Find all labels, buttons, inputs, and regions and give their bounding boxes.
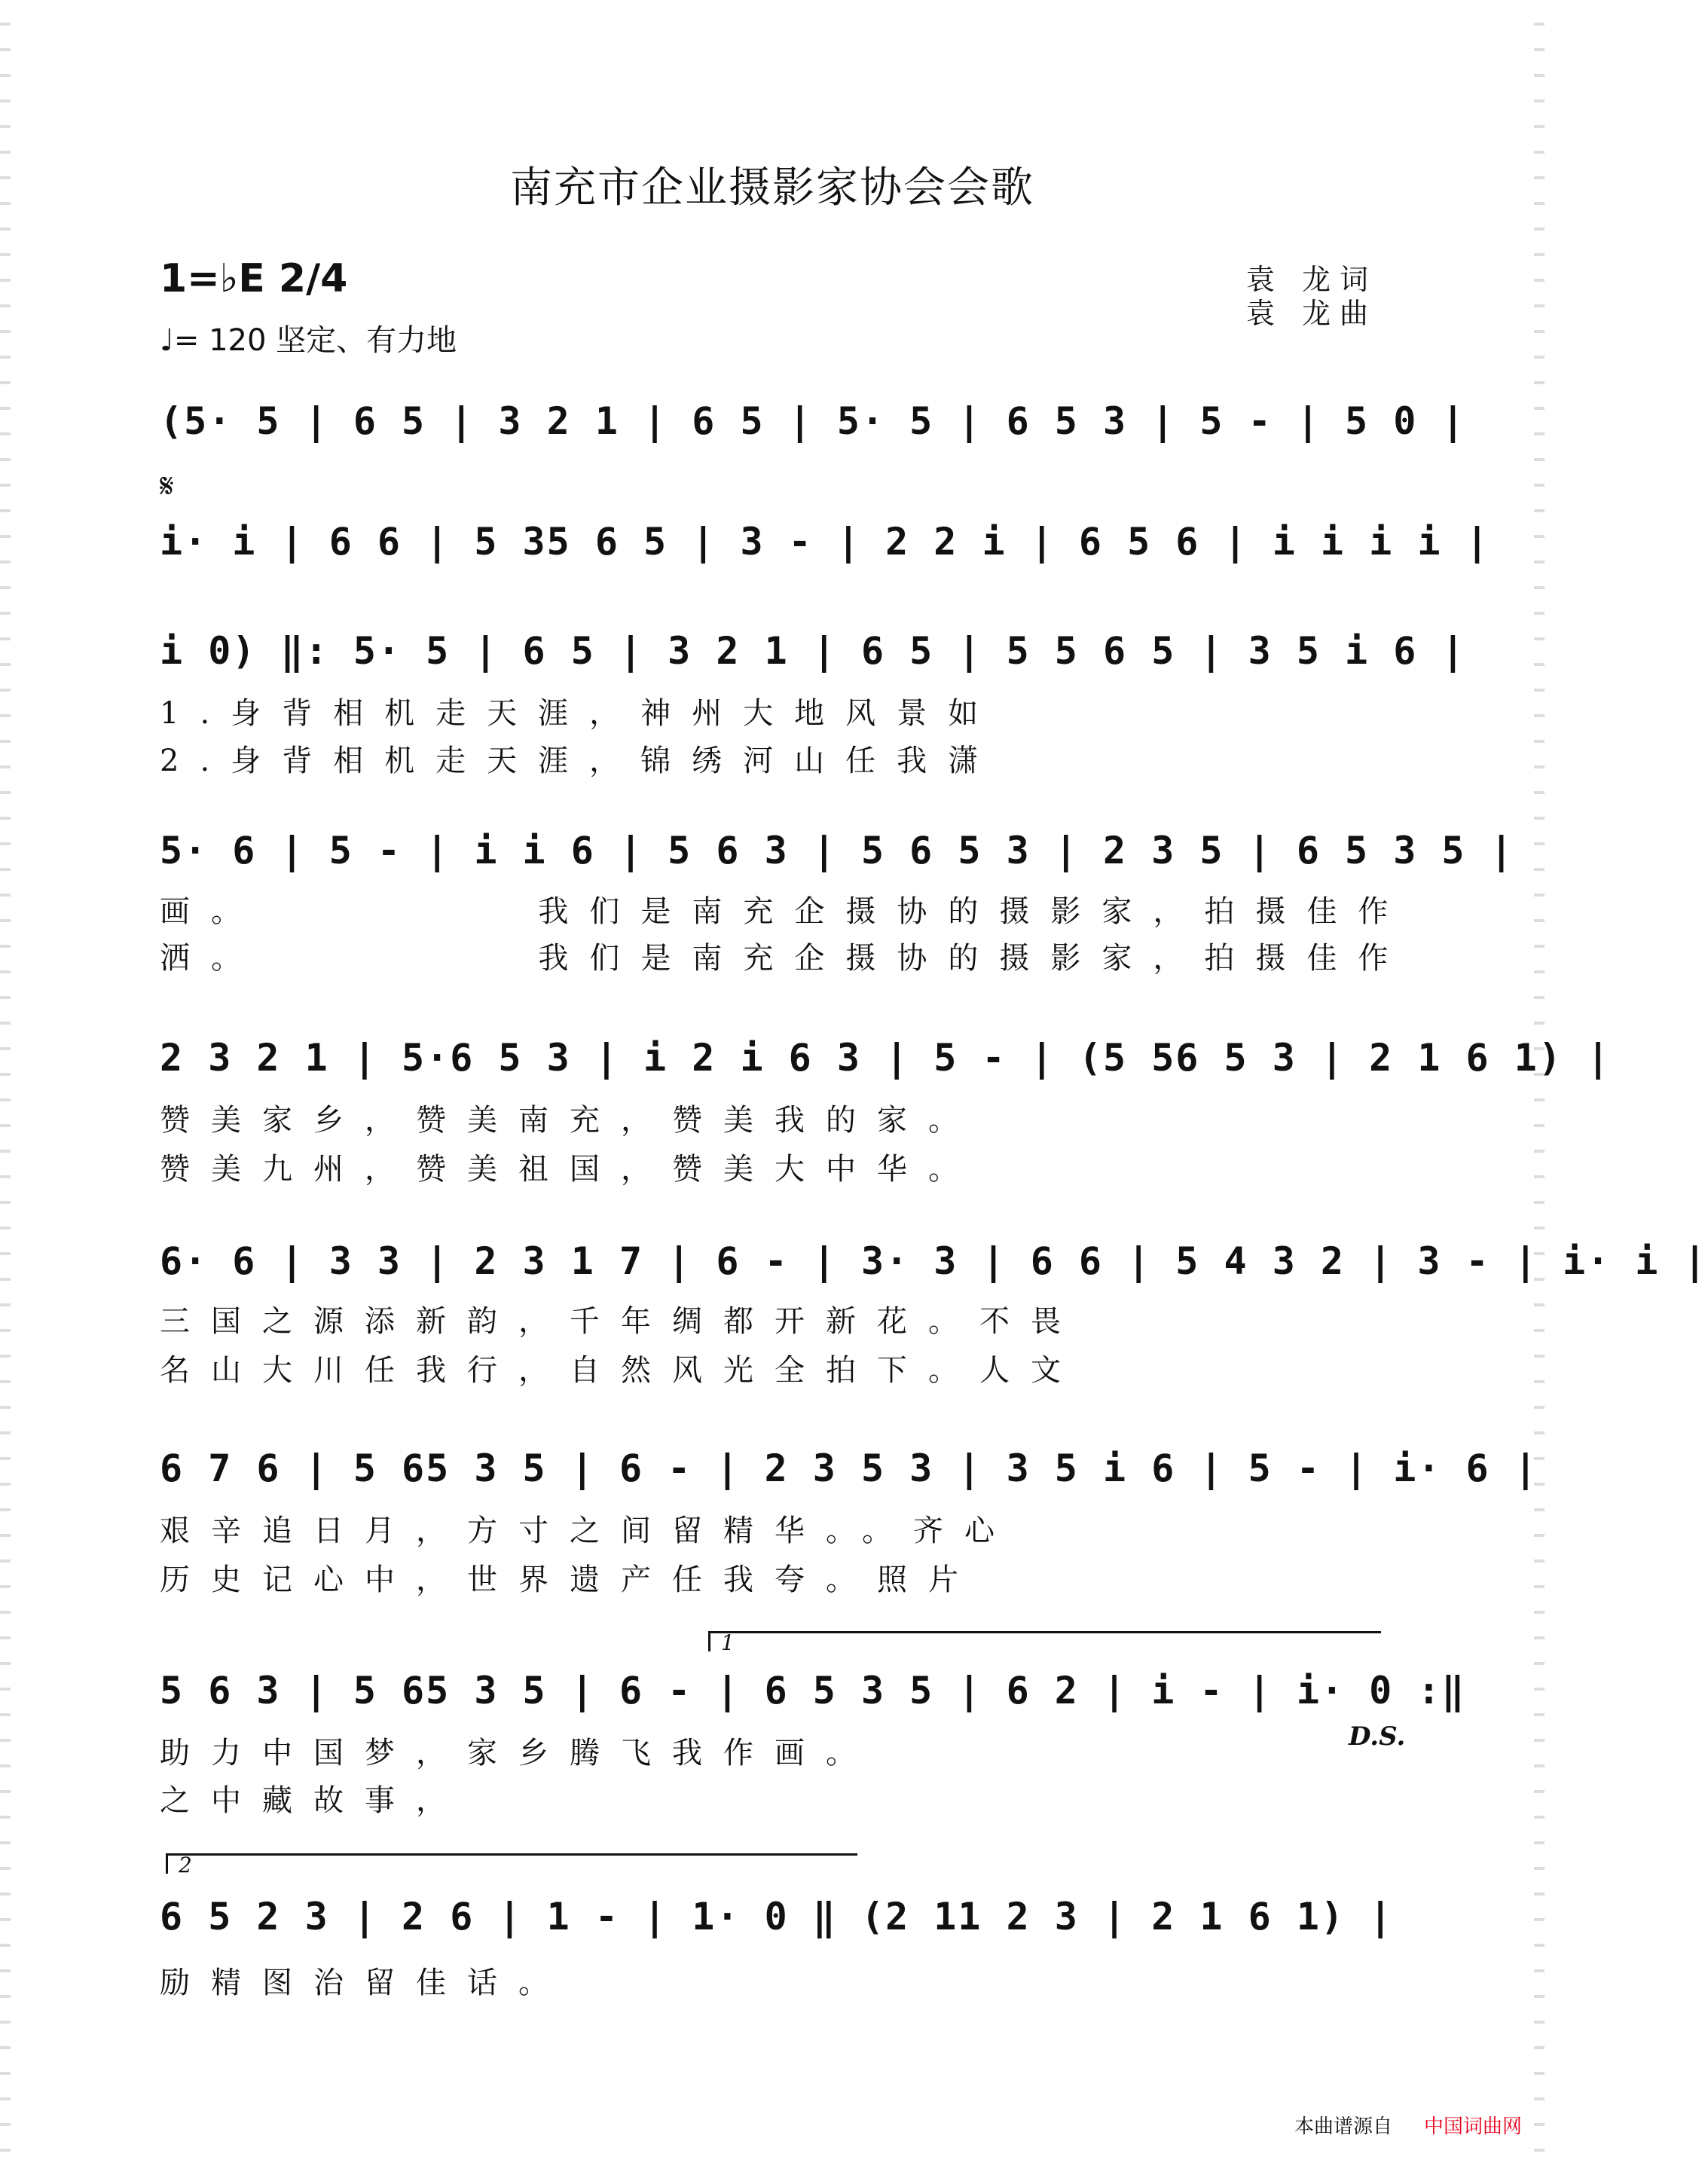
lyric-line: 三国之源添新韵，千年绸都开新花。不畏 — [160, 1304, 1082, 1339]
volta-bracket-1: 1 — [708, 1631, 1381, 1651]
notes: 6 5 2 3 | 2 6 | 1 - | 1· 0 ‖ (2 11 2 3 | 2 1 6 1) | — [160, 1895, 1394, 1938]
composer-credit: 袁 龙曲 — [1245, 297, 1377, 330]
song-title: 南充市企业摄影家协会会歌 — [510, 163, 1034, 212]
lyric-line: 1.身背相机走天涯，神州大地风景如 — [160, 696, 1000, 731]
footer-source: 本曲谱源自 — [1294, 2116, 1393, 2138]
notation-row-1 — [160, 399, 1466, 471]
lyric-line: 助力中国梦，家乡腾飞我作画。 — [160, 1736, 877, 1770]
notes: 5 6 3 | 5 65 3 5 | 6 - | 6 5 3 5 | 6 2 | i - | i· 0 :‖ — [160, 1669, 1466, 1712]
lyric-line: 赞美家乡，赞美南充，赞美我的家。 — [160, 1103, 979, 1138]
lyric-line: 之中藏故事， — [160, 1783, 467, 1818]
volta-bracket-2: 2 — [166, 1853, 857, 1874]
lyric-line: 洒。 我们是南充企摄协的摄影家，拍摄佳作 — [160, 941, 1410, 976]
lyric-line: 励精图治留佳话。 — [160, 1966, 570, 2000]
key-signature: 1=♭E 2/4 — [160, 256, 348, 301]
lyricist-credit: 袁 龙词 — [1245, 263, 1377, 296]
lyric-line: 赞美九州，赞美祖国，赞美大中华。 — [160, 1152, 979, 1187]
notes: 2 3 2 1 | 5·6 5 3 | i 2 i 6 3 | 5 - | (5 56 5 3 | 2 1 6 1) | — [160, 1036, 1612, 1080]
lyric-line: 艰辛追日月，方寸之间留精华。。齐心 — [160, 1514, 1016, 1548]
lyric-line: 历史记心中，世界遗产任我夸。照片 — [160, 1563, 979, 1597]
segno-sign: 𝄋 — [160, 467, 174, 506]
notes: 5· 6 | 5 - | i i 6 | 5 6 3 | 5 6 5 3 | 2 3 5 | 6 5 3 5 | — [160, 829, 1514, 872]
notes: 6· 6 | 3 3 | 2 3 1 7 | 6 - | 3· 3 | 6 6 | 5 4 3 2 | 3 - | i· i | — [160, 1239, 1708, 1283]
dal-segno-marking: D.S. — [1349, 1721, 1406, 1752]
lyric-line: 2.身背相机走天涯，锦绣河山任我潇 — [160, 744, 1000, 778]
lyric-line: 名山大川任我行，自然风光全拍下。人文 — [160, 1353, 1082, 1388]
notes: 6 7 6 | 5 65 3 5 | 6 - | 2 3 5 3 | 3 5 i 6 | 5 - | i· 6 | — [160, 1447, 1538, 1490]
tempo-marking: ♩= 120 坚定、有力地 — [160, 323, 457, 358]
notation-row-9 — [160, 1895, 1394, 1966]
notes: i· i | 6 6 | 5 35 6 5 | 3 - | 2 2 i | 6 5 6 | i i i i | — [160, 520, 1490, 564]
notes: i 0) ‖: 5· 5 | 6 5 | 3 2 1 | 6 5 | 5 5 6 5 | 3 5 i 6 | — [160, 629, 1466, 673]
left-edge-decoration — [0, 0, 11, 2169]
notation-row-2 — [160, 520, 1490, 591]
lyric-line: 画。 我们是南充企摄协的摄影家，拍摄佳作 — [160, 894, 1410, 929]
notes: (5· 5 | 6 5 | 3 2 1 | 6 5 | 5· 5 | 6 5 3 | 5 - | 5 0 | — [160, 399, 1466, 443]
right-edge-decoration — [1534, 0, 1545, 2169]
footer-site-link[interactable]: 中国词曲网 — [1424, 2116, 1523, 2138]
